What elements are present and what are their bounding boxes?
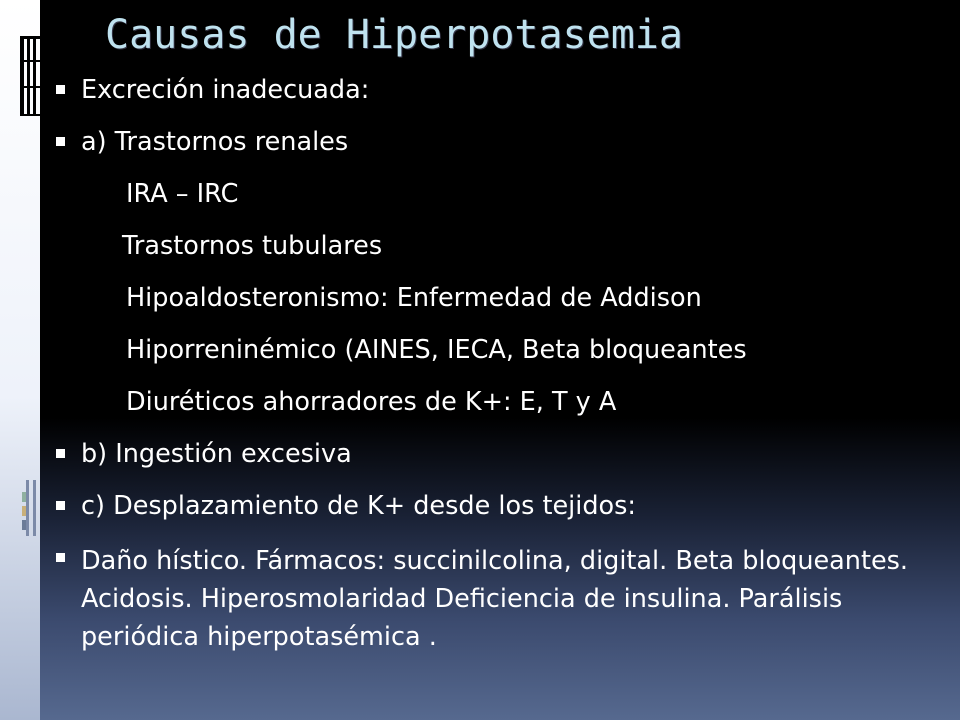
bullet-item-trastornos-renales xyxy=(55,126,945,158)
slide-title: Causas de Hiperpotasemia xyxy=(105,12,683,58)
square-bullet-icon xyxy=(56,85,65,94)
bottom-stripes xyxy=(22,480,36,536)
sub-item-text: Diuréticos ahorradores de K+: E, T y A xyxy=(126,387,617,417)
bullet-text: Excreción inadecuada: xyxy=(81,75,370,105)
square-bullet-icon xyxy=(56,553,65,562)
bullet-text: b) Ingestión excesiva xyxy=(81,439,352,469)
square-bullet-icon xyxy=(56,137,65,146)
bullet-item-desplazamiento xyxy=(55,490,945,522)
square-bullet-icon xyxy=(56,501,65,510)
sub-item-ira-irc xyxy=(55,178,945,210)
bullet-text: a) Trastornos renales xyxy=(81,127,349,157)
bullet-text: c) Desplazamiento de K+ desde los tejidos: xyxy=(81,491,636,521)
bullet-list xyxy=(55,74,945,676)
sub-item-hiporreninemico xyxy=(55,334,945,366)
sub-item-text: Trastornos tubulares xyxy=(122,231,383,261)
top-stripes xyxy=(20,36,40,116)
decorative-stripes xyxy=(0,0,60,720)
bullet-item-excrecion xyxy=(55,74,945,106)
sub-item-trastornos-tubulares xyxy=(55,230,945,262)
sub-item-hipoaldosteronismo xyxy=(55,282,945,314)
sub-item-diureticos xyxy=(55,386,945,418)
sub-item-text: Hiporreninémico (AINES, IECA, Beta bloqueantes xyxy=(126,335,747,365)
bullet-item-dano-histico xyxy=(55,542,945,656)
sub-item-text: Hipoaldosteronismo: Enfermedad de Addison xyxy=(126,283,702,313)
bullet-text: Daño hístico. Fármacos: succinilcolina, digital. Beta bloqueantes. Acidosis. Hiperosmolaridad Deficiencia de insulina. Parálisis periódica hiperpotasémica . xyxy=(81,546,909,652)
sub-item-text: IRA – IRC xyxy=(126,179,239,209)
bullet-item-ingestion xyxy=(55,438,945,470)
square-bullet-icon xyxy=(56,449,65,458)
